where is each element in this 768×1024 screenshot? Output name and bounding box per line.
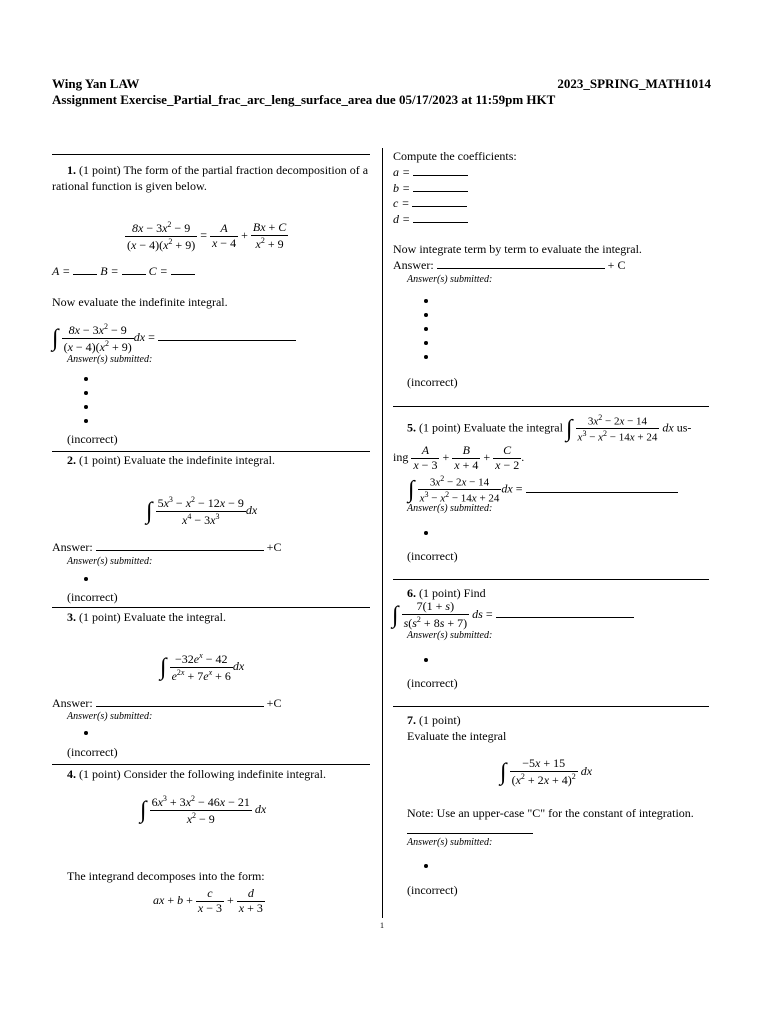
problem-4-answer-blank[interactable] bbox=[437, 258, 605, 269]
problem-3-answer-row: Answer: +C bbox=[52, 696, 282, 710]
answers-submitted-label: Answer(s) submitted: bbox=[67, 556, 153, 567]
problem-5-partial-form: ing $\frac{A}{x - 3}$ + $\frac{B}{x + 4}$ + $\frac{C}{x - 2}$ . bbox=[393, 443, 525, 472]
status-incorrect: (incorrect) bbox=[407, 549, 458, 563]
problem-5-answer-blank[interactable] bbox=[526, 482, 678, 493]
problem-4-statement: 4. (1 point) Consider the following indefinite integral. bbox=[67, 767, 326, 781]
status-incorrect: (incorrect) bbox=[67, 432, 118, 446]
problem-7-note: Note: Use an upper-case "C" for the constant of integration. bbox=[407, 806, 694, 820]
problem-1-formula: $\frac{8x - 3x^2 - 9}{(x - 4)(x^2 + 9)}$ = $\frac{A}{x - 4}$ + $\frac{Bx + C}{x^2 + 9}$ bbox=[127, 220, 287, 252]
column-divider bbox=[382, 148, 383, 918]
problem-4-coefficients: a = b = c = d = bbox=[393, 165, 468, 227]
bullet-icon bbox=[84, 405, 88, 409]
problem-2-integral: ∫ $\frac{5x^3 - x^2 - 12x - 9}{x^4 - 3x^3}$ dx bbox=[146, 495, 258, 527]
assignment-title: Assignment Exercise_Partial_frac_arc_leng_surface_area due 05/17/2023 at 11:59pm HKT bbox=[52, 92, 556, 107]
problem-separator bbox=[393, 406, 709, 407]
page-number: 1 bbox=[380, 921, 384, 930]
coefficient-c-blank[interactable] bbox=[412, 196, 467, 207]
bullet-icon bbox=[84, 391, 88, 395]
problem-3-answer-blank[interactable] bbox=[96, 696, 264, 707]
status-incorrect: (incorrect) bbox=[407, 375, 458, 389]
bullet-icon bbox=[424, 864, 428, 868]
problem-6-statement: 6. (1 point) Find bbox=[407, 586, 486, 600]
problem-2-answer-blank[interactable] bbox=[96, 540, 264, 551]
bullet-icon bbox=[84, 731, 88, 735]
course-code: 2023_SPRING_MATH1014 bbox=[557, 76, 711, 91]
problem-4-decompose-text: The integrand decomposes into the form: bbox=[67, 869, 265, 883]
problem-4-compute-text: Compute the coefficients: bbox=[393, 149, 517, 163]
problem-2-answer-row: Answer: +C bbox=[52, 540, 282, 554]
answers-submitted-label: Answer(s) submitted: bbox=[407, 274, 493, 285]
problem-7-statement: Evaluate the integral bbox=[407, 729, 507, 743]
problem-separator bbox=[52, 154, 370, 155]
answers-submitted-label: Answer(s) submitted: bbox=[407, 837, 493, 848]
problem-5-statement: 5. (1 point) Evaluate the integral ∫ $\frac{3x^2 - 2x - 14}{x^3 - x^2 - 14x + 24}$ dx us- bbox=[407, 413, 692, 444]
student-name: Wing Yan LAW bbox=[52, 76, 140, 91]
answers-submitted-label: Answer(s) submitted: bbox=[67, 711, 153, 722]
problem-5-integral: ∫ $\frac{3x^2 - 2x - 14}{x^3 - x^2 - 14x + 24}$ dx = bbox=[408, 474, 678, 506]
bullet-icon bbox=[424, 327, 428, 331]
b-answer-blank[interactable] bbox=[122, 264, 146, 275]
bullet-icon bbox=[424, 313, 428, 317]
problem-6-answer-blank[interactable] bbox=[496, 607, 634, 618]
problem-6-integral: ∫ $\frac{7(1 + s)}{s(s^2 + 8s + 7)}$ ds = bbox=[392, 600, 634, 631]
bullet-icon bbox=[84, 577, 88, 581]
coefficient-d-blank[interactable] bbox=[413, 212, 468, 223]
problem-7-answer-blank[interactable] bbox=[407, 823, 533, 834]
status-incorrect: (incorrect) bbox=[407, 676, 458, 690]
status-incorrect: (incorrect) bbox=[67, 745, 118, 759]
problem-separator bbox=[393, 579, 709, 580]
problem-7-answer-row bbox=[407, 823, 533, 838]
answers-submitted-label: Answer(s) submitted: bbox=[407, 630, 493, 641]
bullet-icon bbox=[424, 299, 428, 303]
problem-separator bbox=[393, 706, 709, 707]
bullet-icon bbox=[84, 377, 88, 381]
problem-4-integrate-text: Now integrate term by term to evaluate the integral. bbox=[393, 242, 642, 256]
problem-2-statement: 2. (1 point) Evaluate the indefinite integral. bbox=[67, 453, 275, 467]
problem-1-answer-blank[interactable] bbox=[158, 330, 296, 341]
answers-submitted-label: Answer(s) submitted: bbox=[67, 354, 153, 365]
problem-1-integral: ∫ $\frac{8x - 3x^2 - 9}{(x - 4)(x^2 + 9)}$ dx = bbox=[52, 322, 296, 355]
status-incorrect: (incorrect) bbox=[67, 590, 118, 604]
problem-1-abc-row: A = B = C = bbox=[52, 264, 195, 279]
bullet-icon bbox=[84, 419, 88, 423]
problem-1-evaluate-text: Now evaluate the indefinite integral. bbox=[52, 295, 228, 309]
bullet-icon bbox=[424, 531, 428, 535]
problem-1-statement: 1. (1 point) The form of the partial fraction decomposition of a rational function is given below. bbox=[52, 163, 369, 193]
problem-4-decomposition-form: ax + b + $\frac{c}{x - 3}$ + $\frac{d}{x + 3}$ bbox=[153, 886, 263, 915]
c-answer-blank[interactable] bbox=[171, 264, 195, 275]
coefficient-a-blank[interactable] bbox=[413, 165, 468, 176]
problem-separator bbox=[52, 451, 370, 452]
bullet-icon bbox=[424, 355, 428, 359]
bullet-icon bbox=[424, 658, 428, 662]
status-incorrect: (incorrect) bbox=[407, 883, 458, 897]
coefficient-b-blank[interactable] bbox=[413, 181, 468, 192]
problem-4-integral: ∫ $\frac{6x^3 + 3x^2 - 46x - 21}{x^2 - 9}$ dx bbox=[140, 794, 267, 826]
bullet-icon bbox=[424, 341, 428, 345]
problem-3-statement: 3. (1 point) Evaluate the integral. bbox=[67, 610, 226, 624]
answers-submitted-label: Answer(s) submitted: bbox=[407, 503, 493, 514]
problem-7-header: 7. (1 point) bbox=[407, 713, 461, 727]
a-answer-blank[interactable] bbox=[73, 264, 97, 275]
problem-separator bbox=[52, 764, 370, 765]
problem-separator bbox=[52, 607, 370, 608]
problem-3-integral: ∫ $\frac{-32e^x - 42}{e^{2x} + 7e^x + 6}$ dx bbox=[160, 651, 245, 683]
problem-7-integral: ∫ $\frac{-5x + 15}{(x^2 + 2x + 4)^2}$ dx bbox=[500, 756, 593, 787]
problem-4-answer-row: Answer: + C bbox=[393, 258, 626, 272]
